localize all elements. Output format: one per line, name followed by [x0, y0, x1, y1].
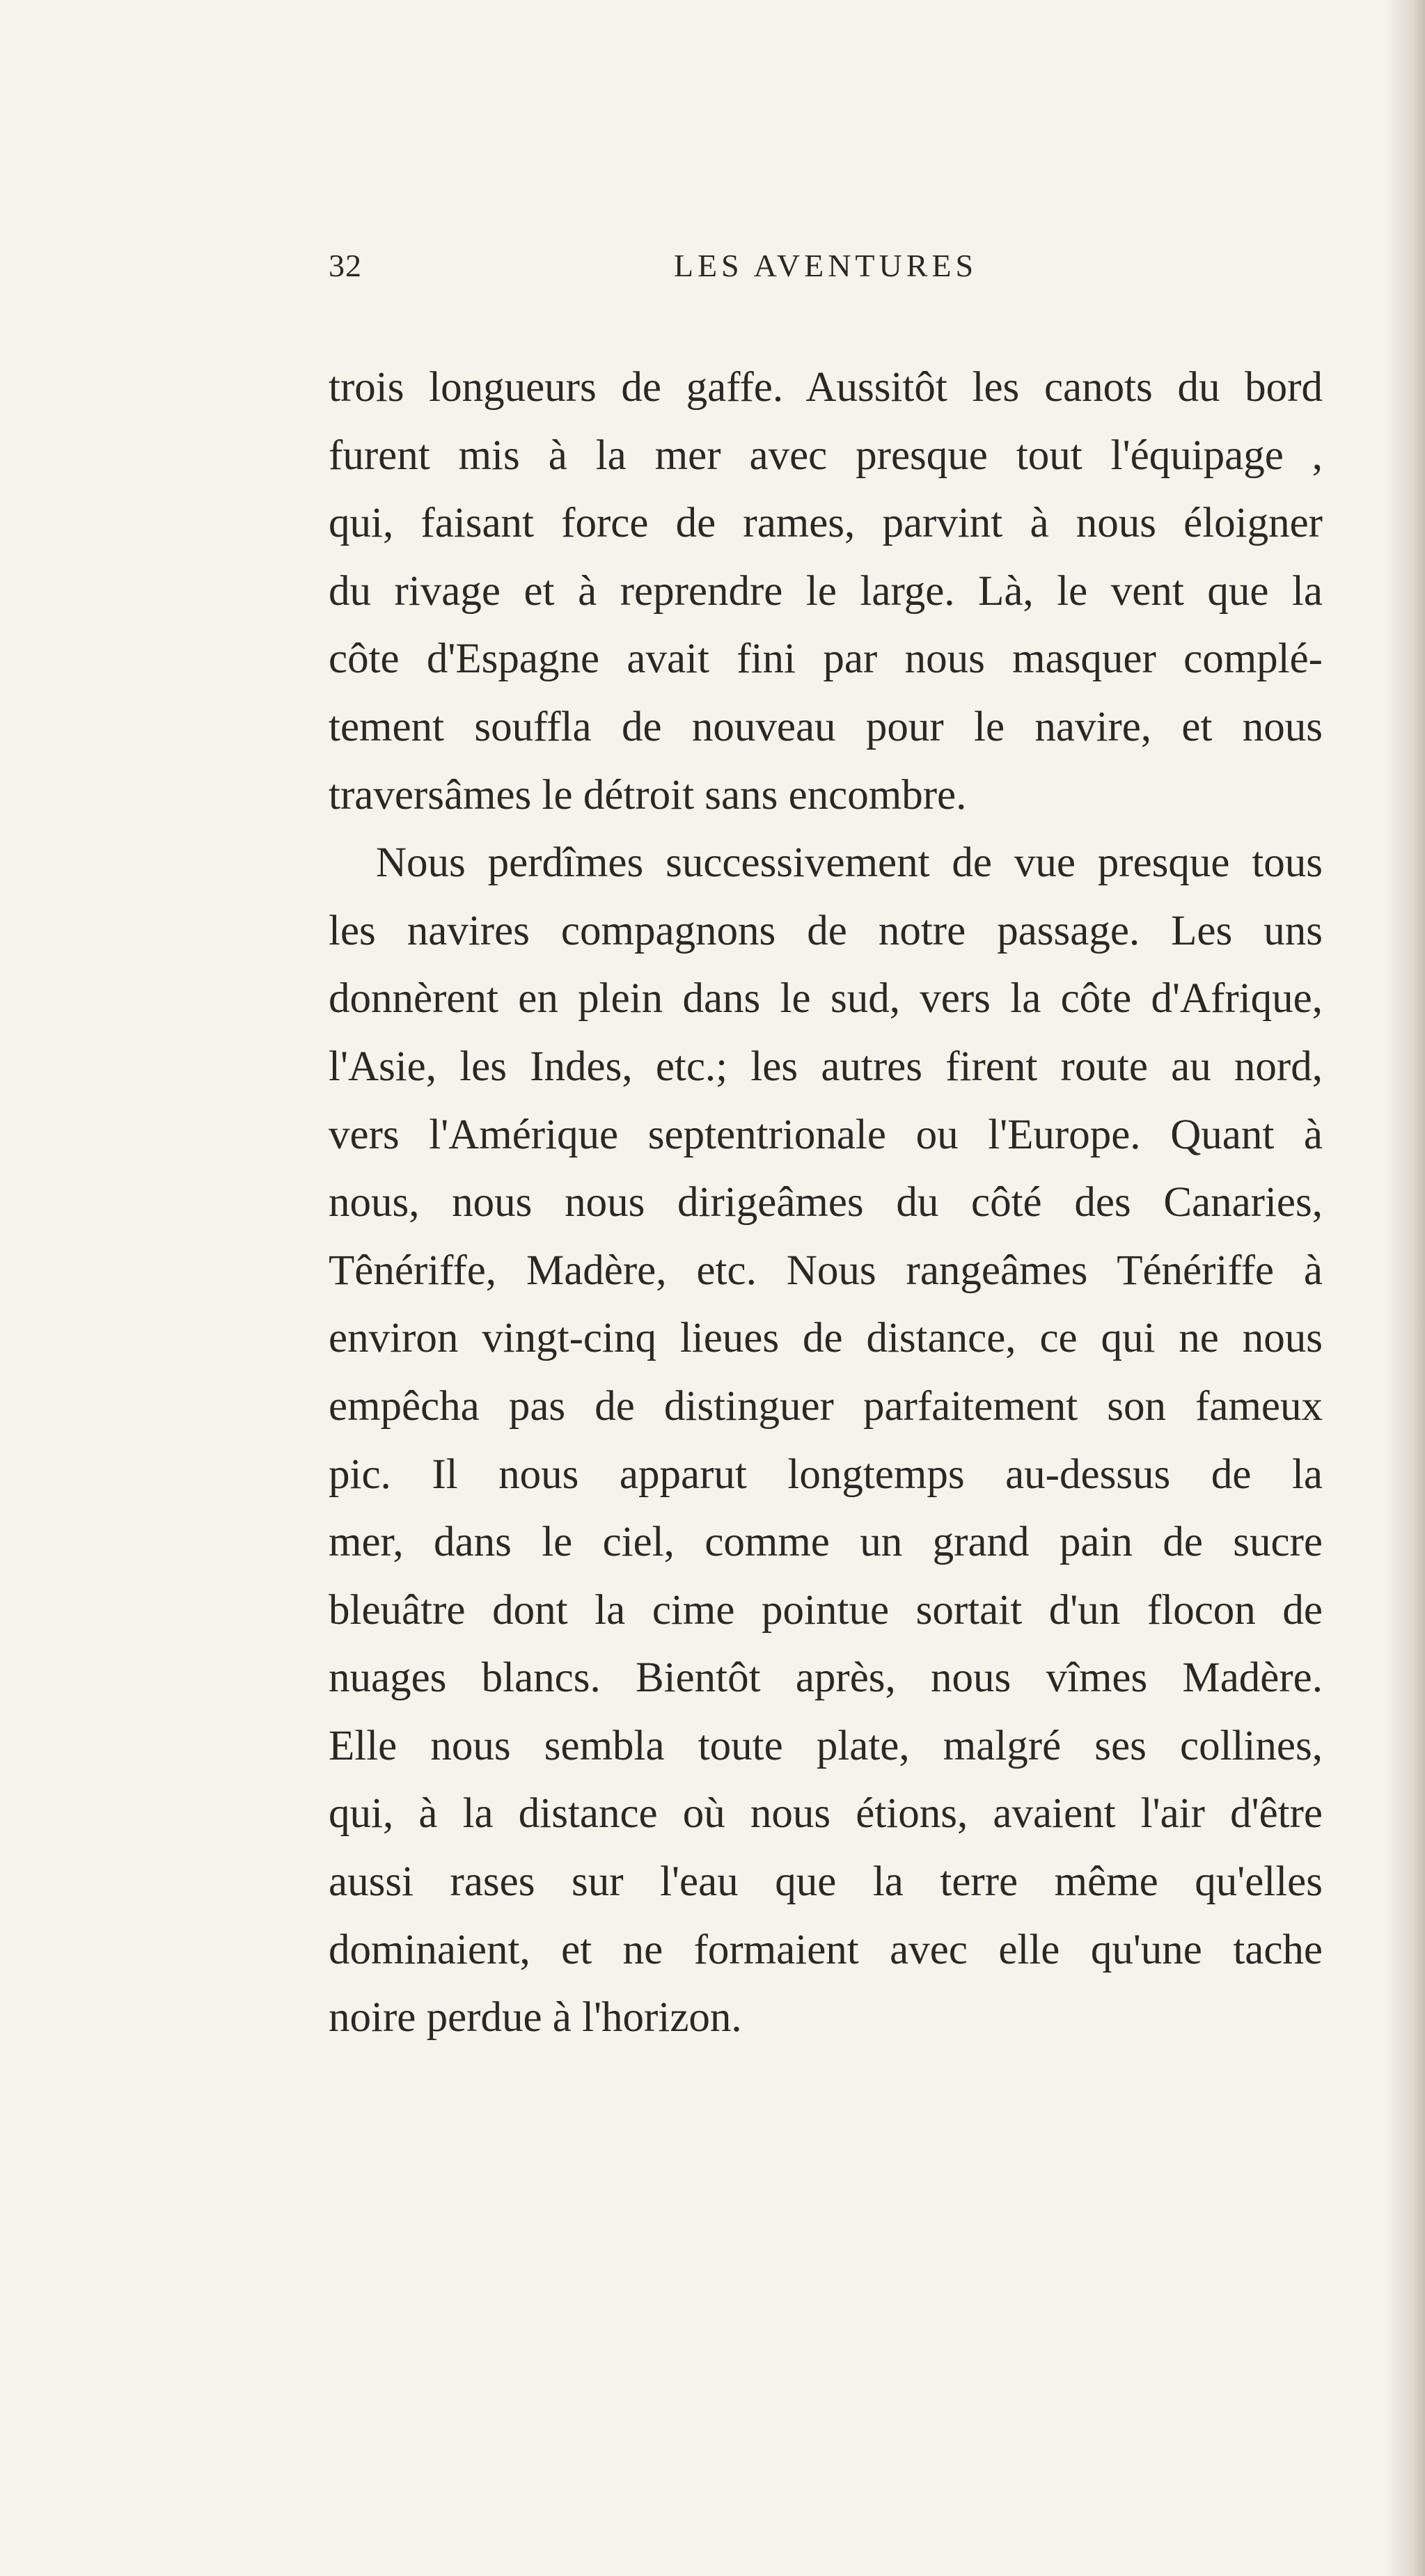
text-line: environ vingt-cinq lieues de distance, ce qui ne nous	[329, 1315, 1323, 1362]
paragraph-end-line: traversâmes le détroit sans encombre.	[329, 771, 967, 819]
text-line: bleuâtre dont la cime pointue sortait d'un flocon de	[329, 1586, 1323, 1634]
text-line: du rivage et à reprendre le large. Là, le vent que la	[329, 567, 1323, 615]
text-line: aussi rases sur l'eau que la terre même qu'elles	[329, 1858, 1323, 1906]
text-line: empêcha pas de distinguer parfaitement son fameux	[329, 1382, 1323, 1430]
text-line: nous, nous nous dirigeâmes du côté des Canaries,	[329, 1179, 1323, 1226]
text-line: furent mis à la mer avec presque tout l'équipage ,	[329, 432, 1323, 479]
text-line: dominaient, et ne formaient avec elle qu'une tache	[329, 1926, 1323, 1973]
running-title: LES AVENTURES	[673, 248, 978, 283]
text-line: Elle nous sembla toute plate, malgré ses collines,	[329, 1722, 1323, 1769]
text-line: Tênériffe, Madère, etc. Nous rangeâmes Ténériffe à	[329, 1247, 1323, 1294]
text-line: qui, à la distance où nous étions, avaient l'air d'être	[329, 1790, 1323, 1838]
page-number: 32	[329, 248, 362, 283]
text-line: mer, dans le ciel, comme un grand pain de sucre	[329, 1519, 1323, 1566]
paragraph-start-line: Nous perdîmes successivement de vue presque tous	[376, 839, 1323, 887]
text-line: tement souffla de nouveau pour le navire, et nous	[329, 703, 1323, 750]
text-line: les navires compagnons de notre passage. Les uns	[329, 907, 1323, 954]
text-line: trois longueurs de gaffe. Aussitôt les canots du bord	[329, 364, 1323, 411]
running-head	[329, 247, 1323, 296]
text-body	[329, 354, 1323, 2052]
text-line: côte d'Espagne avait fini par nous masquer complé-	[329, 635, 1323, 683]
text-line: qui, faisant force de rames, parvint à nous éloigner	[329, 500, 1323, 547]
text-line: donnèrent en plein dans le sud, vers la côte d'Afrique,	[329, 975, 1323, 1022]
text-line: l'Asie, les Indes, etc.; les autres firent route au nord,	[329, 1043, 1323, 1090]
paragraph-end-line: noire perdue à l'horizon.	[329, 1994, 742, 2041]
text-line: vers l'Amérique septentrionale ou l'Europe. Quant à	[329, 1111, 1323, 1158]
text-line: pic. Il nous apparut longtemps au-dessus de la	[329, 1451, 1323, 1498]
text-line: nuages blancs. Bientôt après, nous vîmes Madère.	[329, 1654, 1323, 1702]
